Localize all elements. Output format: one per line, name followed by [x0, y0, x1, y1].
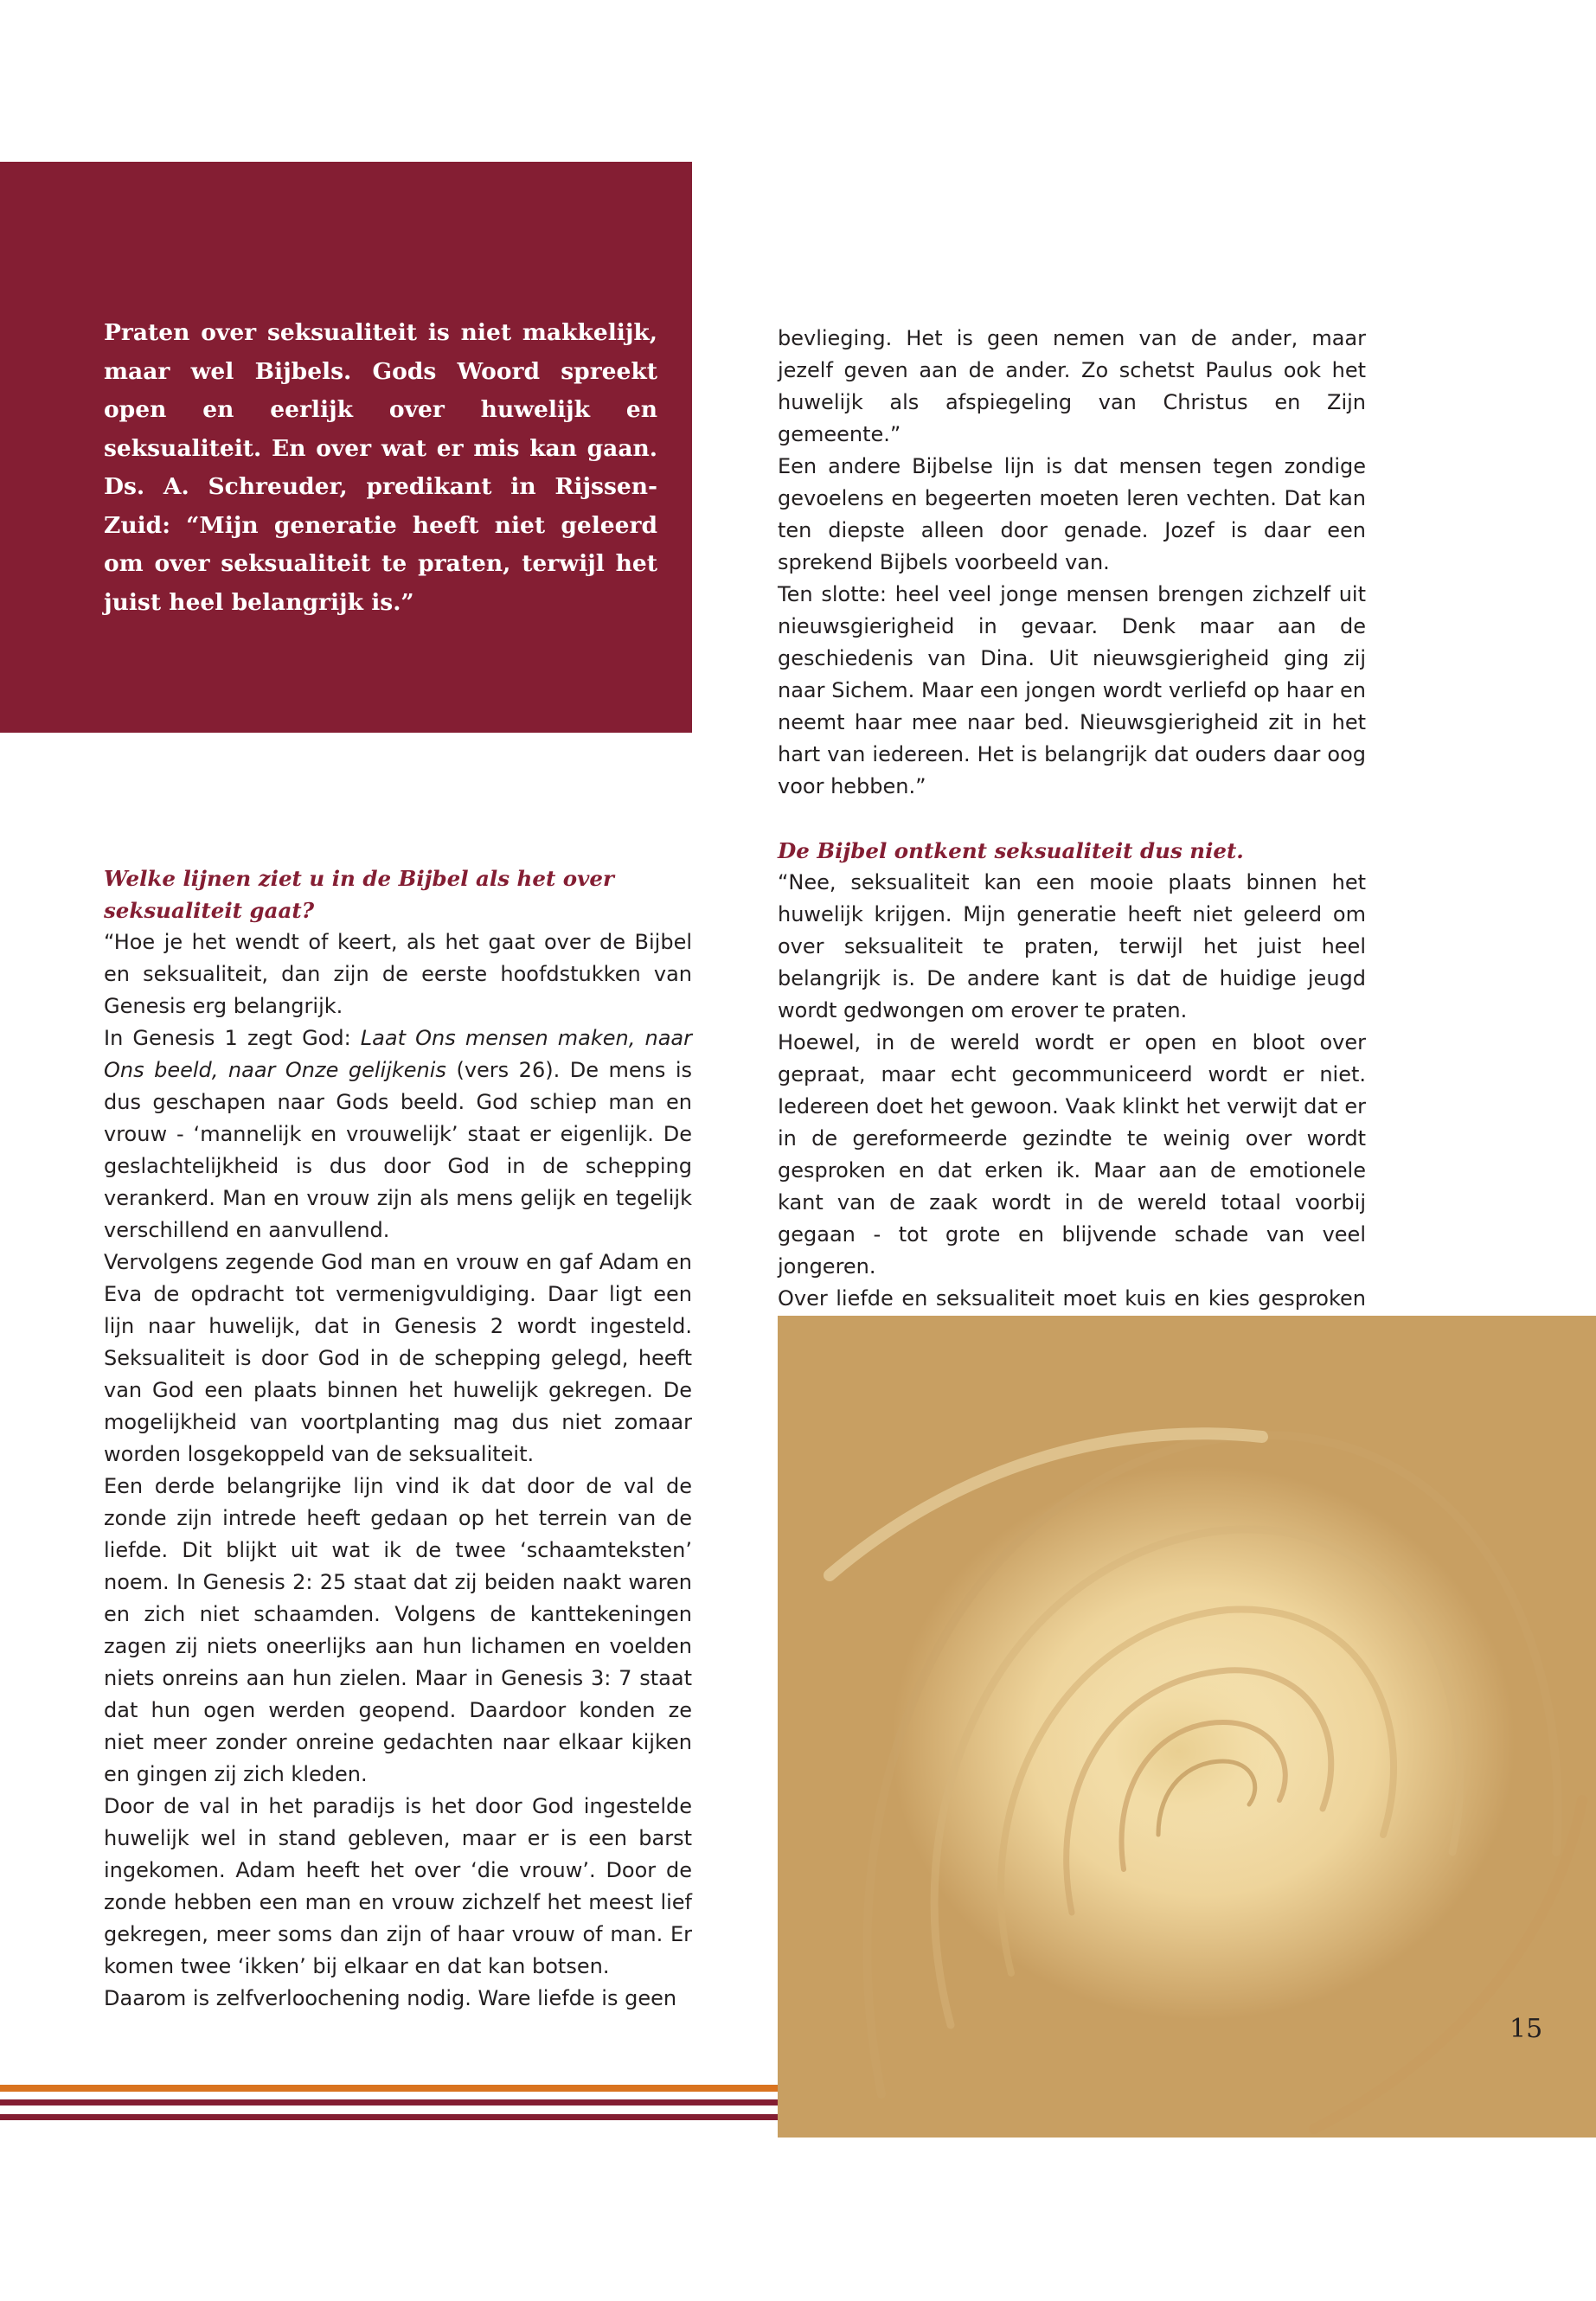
paragraph: Door de val in het paradijs is het door God ingestelde huwelijk wel in stand gebleven, maar er is een barst ingekomen. Adam heeft het over ‘die vrouw’. Door de zonde hebben een man en vrouw zichzelf het meest lief gekregen, meer soms dan zijn of haar vrouw of man. Er komen twee ‘ikken’ bij elkaar en dat kan botsen. — [104, 1794, 692, 1978]
footer-stripe-red — [0, 2114, 778, 2120]
page-number: 15 — [1509, 2014, 1543, 2044]
paragraph: Ten slotte: heel veel jonge mensen brengen zichzelf uit nieuwsgierigheid in gevaar. Denk maar aan de geschiedenis van Dina. Uit nieuwsgierigheid ging zij naar Sichem. Maar een jongen wordt verliefd op haar en neemt haar mee naar bed. Nieuwsgierigheid zit in het hart van iedereen. Het is belangrijk dat ouders daar oog voor hebben.” — [778, 582, 1366, 798]
paragraph: Over liefde en seksualiteit moet kuis en kies gesproken — [778, 1286, 1366, 1311]
scripture-quote: Laat Ons mensen maken, naar Ons beeld, naar Onze gelijkenis — [104, 1026, 693, 1082]
paragraph-text: (vers 26). De mens is dus geschapen naar Gods beeld. God schiep man en vrouw - ‘mannelijk en vrouwelijk’ staat er eigenlijk. De geslachtelijkheid is dus door God in de schepping verankerd. Man en vrouw zijn als mens gelijk en tegelijk verschillend en aanvullend. — [104, 1058, 693, 1242]
paragraph: “Nee, seksualiteit kan een mooie plaats binnen het huwelijk krijgen. Mijn generatie heeft niet geleerd om over seksualiteit te praten, terwijl het juist heel belangrijk is. De andere kant is dat de huidige jeugd wordt gedwongen om erover te praten. — [778, 870, 1366, 1022]
paragraph: Een andere Bijbelse lijn is dat mensen tegen zondige gevoelens en begeerten moeten leren vechten. Dat kan ten diepste alleen door genade. Jozef is daar een sprekend Bijbels voorbeeld van. — [778, 454, 1366, 574]
right-column — [778, 323, 1366, 1347]
spacer — [778, 803, 1366, 835]
rose-petals-illustration — [778, 1316, 1596, 2138]
paragraph: bevlieging. Het is geen nemen van de ander, maar jezelf geven aan de ander. Zo schetst Paulus ook het huwelijk als afspiegeling van Christus en Zijn gemeente.” — [778, 326, 1366, 446]
footer-stripe-orange — [0, 2085, 778, 2092]
left-column — [104, 862, 692, 2015]
paragraph: Vervolgens zegende God man en vrouw en gaf Adam en Eva de opdracht tot vermenigvuldiging. Daar ligt een lijn naar huwelijk, dat in Genesis 2 wordt ingesteld. Seksualiteit is door God in de schepping gelegd, heeft van God een plaats binnen het huwelijk gekregen. De mogelijkheid van voortplanting mag dus niet zomaar worden losgekoppeld van de seksualiteit. — [104, 1250, 692, 1466]
paragraph: Een derde belangrijke lijn vind ik dat door de val de zonde zijn intrede heeft gedaan op het terrein van de liefde. Dit blijkt uit wat ik de twee ‘schaamteksten’ noem. In Genesis 2: 25 staat dat zij beiden naakt waren en zich niet schaamden. Volgens de kanttekeningen zagen zij niets oneerlijks aan hun lichamen en voelden niets onreins aan hun zielen. Maar in Genesis 3: 7 staat dat hun ogen werden geopend. Daardoor konden ze niet meer zonder onreine gedachten naar elkaar kijken en gingen zij zich kleden. — [104, 1474, 692, 1786]
footer-stripe-red — [0, 2099, 778, 2106]
intro-text: Praten over seksualiteit is niet makkelijk, maar wel Bijbels. Gods Woord spreekt open en eerlijk over huwelijk en seksualiteit. En over wat er mis kan gaan. Ds. A. Schreuder, predikant in Rijssen-Zuid: “Mijn generatie heeft niet geleerd om over seksualiteit te praten, terwijl het juist heel belangrijk is.” — [104, 319, 657, 616]
paragraph: Daarom is zelfverloochening nodig. Ware liefde is geen — [104, 1986, 677, 2010]
paragraph: “Hoe je het wendt of keert, als het gaat over de Bijbel en seksualiteit, dan zijn de eerste hoofdstukken van Genesis erg belangrijk. — [104, 930, 692, 1018]
paragraph-genesis-1 — [104, 1022, 692, 1247]
paragraph-text: In Genesis 1 zegt God: — [104, 1026, 361, 1050]
question-heading-1: Welke lijnen ziet u in de Bijbel als het over seksualiteit gaat? — [104, 866, 614, 923]
paragraph: Hoewel, in de wereld wordt er open en bloot over gepraat, maar echt gecommuniceerd wordt er niet. Iedereen doet het gewoon. Vaak klinkt het verwijt dat er in de gereformeerde gezindte te weinig over wordt gesproken en dat erken ik. Maar aan de emotionele kant van de zaak wordt in de wereld totaal voorbij gegaan - tot grote en blijvende schade van veel jongeren. — [778, 1030, 1366, 1279]
question-heading-2: De Bijbel ontkent seksualiteit dus niet. — [778, 838, 1244, 863]
rose-photo — [778, 1316, 1596, 2138]
